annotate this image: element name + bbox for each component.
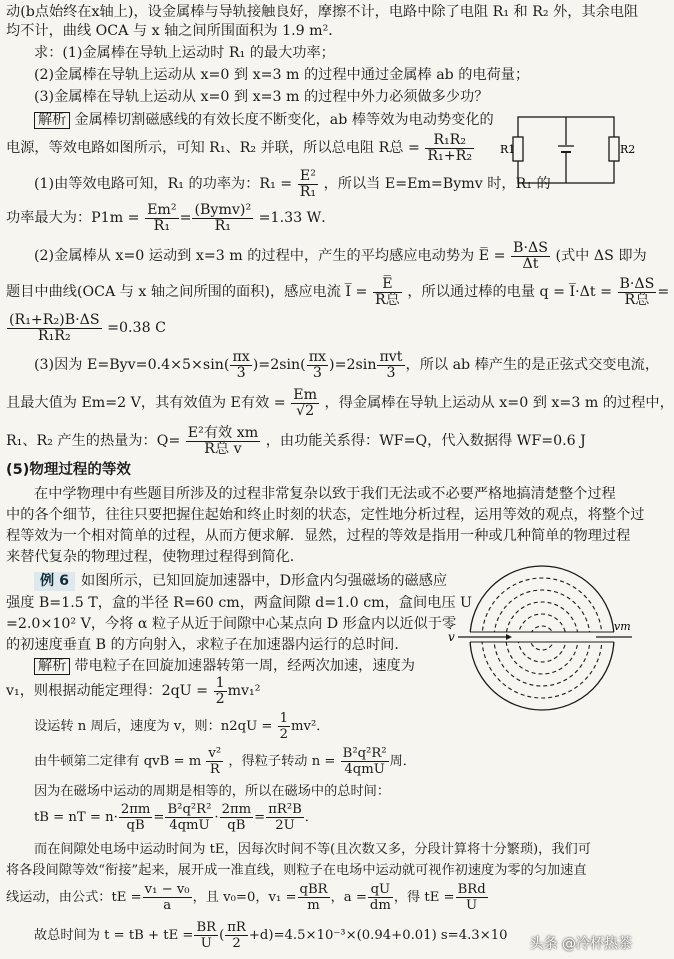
fraction — [165, 802, 213, 833]
cyclotron-diagram — [446, 566, 636, 716]
fraction — [145, 203, 179, 234]
text-seg: mv₁² — [227, 683, 261, 699]
analysis-text: 金属棒切割磁感线的有效长度不断变化，ab 棒等效为电动势变化的 — [74, 112, 494, 128]
numerator: πR — [227, 920, 246, 935]
numerator: 2πm — [221, 802, 252, 817]
denominator: 2 — [279, 727, 289, 742]
numerator: B²q²R² — [342, 746, 387, 761]
numerator: (R₁+R₂)B·ΔS — [9, 311, 100, 328]
numerator: πR²B — [268, 802, 302, 817]
numerator: Em² — [147, 201, 177, 218]
fraction — [225, 920, 248, 951]
numerator: Em — [293, 386, 318, 403]
fraction — [206, 746, 223, 777]
r2-label: R2 — [620, 143, 636, 156]
fraction — [194, 920, 218, 951]
text-seg: ，a = — [330, 890, 367, 905]
fraction — [511, 241, 550, 272]
denominator: U — [466, 898, 478, 913]
question-1: 求：(1)金属棒在导轨上运动时 R₁ 的最大功率； — [34, 45, 335, 61]
numerator: B²q²R² — [167, 802, 212, 817]
paragraph-line: 程等效为一个相对简单的过程，从而方便求解．显然，过程的等效是指用一种或几种简单的物理过程 — [6, 528, 631, 544]
watermark: 头条 @冷杯热茶 — [529, 936, 632, 952]
text-seg: =0.38 C — [107, 320, 166, 336]
section-heading: (5)物理过程的等效 — [6, 462, 131, 478]
analysis-intro — [34, 111, 494, 130]
text-seg: ，且 v₀=0，v₁ = — [192, 890, 297, 905]
text-seg: (1)由等效电路可知，R₁ 的功率为：R₁ = — [34, 176, 293, 192]
text-line — [34, 238, 647, 274]
text-seg: ( — [219, 928, 225, 943]
text-seg: 故总时间为 t = tB + tE = — [34, 928, 194, 943]
text-seg: R₁、R₂ 产生的热量为：Q= — [6, 433, 181, 449]
text-seg: 周． — [389, 754, 416, 769]
text-seg: 由牛顿第二定律有 qvB = m — [34, 754, 202, 769]
fraction — [220, 802, 254, 833]
text-seg: (式中 ΔS 即为 — [555, 248, 647, 264]
paragraph-line: 在中学物理中有些题目所涉及的过程非常复杂以致于我们无法或不必要严格地搞清楚整个过程 — [34, 486, 616, 502]
numerator: πx — [232, 348, 250, 365]
denominator: R总 v — [204, 440, 242, 457]
text-seg: tB = nT = n· — [34, 810, 118, 825]
denominator: R₁ — [299, 183, 317, 200]
fraction — [214, 676, 227, 707]
text-seg: 带电粒子在回旋加速器转第一周，经两次加速，速度为 — [74, 658, 415, 674]
denominator: 4qmU — [344, 762, 385, 777]
numerator: BRd — [457, 882, 486, 897]
text-seg: ，由功能关系得：WF=Q，代入数据得 WF=0.6 J — [265, 433, 586, 449]
text-seg: 且最大值为 Em=2 V，其有效值为 E有效 = — [6, 395, 286, 411]
numerator: πvt — [379, 348, 403, 365]
denominator: 4qmU — [169, 818, 210, 833]
denominator: R₁ — [153, 217, 171, 234]
question-3: (3)金属棒在导轨上运动从 x=0 到 x=3 m 的过程中外力必须做多少功？ — [34, 89, 489, 105]
denominator: R — [209, 762, 220, 777]
fraction — [230, 350, 251, 381]
fraction — [618, 277, 657, 308]
fraction — [298, 169, 318, 200]
text-seg: 线运动，由公式：tE = — [6, 890, 142, 905]
text-line — [34, 347, 660, 383]
numerator: (Bymv)² — [194, 201, 252, 218]
denominator: 2 — [215, 690, 225, 707]
text-line — [34, 745, 662, 779]
example-line: 的初速度垂直 B 的方向射入，求粒子在加速器内运行的总时间． — [6, 637, 409, 653]
analysis-tag: 解析 — [34, 112, 70, 129]
numerator: 2πm — [120, 802, 151, 817]
fraction — [425, 133, 474, 164]
fraction — [7, 313, 102, 344]
numerator: E² — [298, 169, 318, 185]
numerator: qBR — [299, 882, 328, 897]
denominator: 3 — [386, 364, 396, 381]
denominator: R总 — [374, 291, 400, 308]
text-seg: 题目中曲线(OCA 与 x 轴之间所围的面积)，感应电流 I̅ = — [6, 284, 368, 300]
resistor-r2 — [609, 137, 619, 161]
example-line: 强度 B=1.5 T，盒的半径 R=60 cm，两盒间隙 d=1.0 cm，盒间电压 U — [6, 595, 473, 611]
numerator: R₁R₂ — [425, 133, 474, 149]
v-label: v — [448, 630, 455, 644]
denominator: 2 — [232, 936, 241, 951]
denominator: R₁R₂ — [37, 327, 71, 344]
text-seg: (2)金属棒从 x=0 运动到 x=3 m 的过程中，产生的平均感应电动势为 E̅ = — [34, 248, 506, 264]
text-line: 因为在磁场中运动的周期是相等的，所以在磁场中的总时间： — [34, 784, 391, 799]
text-seg: )=2sin( — [252, 357, 306, 373]
numerator: 1 — [279, 711, 289, 726]
text-line — [6, 673, 444, 709]
text-seg: 电源，等效电路如图所示，可知 R₁、R₂ 并联，所以总电阻 R总 = — [6, 140, 420, 156]
fraction — [143, 882, 192, 913]
denominator: Δt — [522, 255, 539, 272]
text-seg: ，所以 ab 棒产生的是正弦式交变电流， — [405, 357, 660, 373]
numerator: v² — [208, 746, 222, 761]
numerator: qU — [368, 882, 393, 898]
paragraph-line: 中的各个细节，往往只要把握住起始和终止时刻的状态，定性地分析过程，运用等效的观点，将整个过 — [6, 507, 645, 523]
fraction — [119, 802, 153, 833]
text-line: 功率最大为：P1m = $\frac{\text{Em²}}{\text{R₁}}$ = $\frac{\text{(Bymv)²}}{\text{R₁}}$ =1.33 W． — [6, 201, 336, 234]
fraction — [298, 882, 330, 913]
text-seg: ，所以通过棒的电量 q = I̅·Δt = — [407, 284, 612, 300]
example-line: =2.0×10² V，今将 α 粒子从近于间隙中心某点向 D 形盒内以近似于零 — [6, 616, 457, 632]
text-seg: mv²． — [291, 719, 330, 734]
fraction — [291, 388, 319, 419]
text-line — [6, 130, 486, 166]
text-line — [6, 310, 634, 346]
fraction — [192, 203, 253, 234]
numerator: B·ΔS — [513, 239, 548, 256]
denominator: qB — [227, 818, 246, 833]
example-line — [34, 572, 448, 591]
vm-label: vm — [614, 620, 631, 633]
text-seg: ，得 tE = — [393, 890, 455, 905]
text-seg: (3)因为 E=Byv=0.4×5×sin( — [34, 357, 230, 373]
numerator: E̅ — [373, 277, 402, 293]
fraction — [278, 711, 290, 742]
denominator: dm — [369, 898, 391, 913]
denominator: R₁+R₂ — [427, 147, 473, 164]
denominator: qB — [126, 818, 145, 833]
text-seg: 功率最大为：P1m = — [6, 210, 140, 226]
fraction — [186, 426, 260, 457]
denominator: m — [307, 898, 320, 913]
fraction — [456, 882, 488, 913]
denominator: R₁ — [214, 217, 231, 234]
text-seg: 如图所示，已知回旋加速器中，D形盒内匀强磁场的磁感应 — [81, 573, 448, 589]
text-line — [6, 423, 634, 459]
fraction — [266, 802, 304, 833]
text-line — [6, 880, 634, 916]
numerator: 1 — [215, 674, 225, 691]
text-line — [34, 710, 662, 744]
text-seg: ，得金属棒在导轨上运动从 x=0 到 x=3 m 的过程中， — [324, 395, 674, 411]
question-2: (2)金属棒在导轨上运动从 x=0 到 x=3 m 的过程中通过金属棒 ab 的电荷量； — [34, 67, 530, 83]
numerator: B·ΔS — [619, 275, 655, 292]
numerator: πx — [308, 348, 327, 365]
text-seg: 设运转 n 周后，速度为 v，则：n2qU = — [34, 719, 273, 734]
denominator: 2U — [275, 818, 295, 833]
text-line — [6, 384, 674, 422]
denominator: R总 — [624, 291, 650, 308]
text-seg: ，所以当 E=Em=Bymv 时，R₁ 的 — [323, 176, 551, 192]
numerator: BR — [196, 920, 217, 935]
analysis-tag: 解析 — [34, 658, 70, 675]
r1-label: R1 — [500, 143, 516, 156]
text-seg: )=2sin — [329, 357, 377, 373]
denominator: 3 — [312, 364, 322, 381]
text-line: tB = nT = n· $\frac{2\pi m}{qB}$ = $\frac{\text{B²q²R²}}{\text{4qmU}}$ · $\frac{2\pi m}{qB}$ = $\frac{\text{πR²B}}{2U}$ ． — [34, 802, 318, 833]
fraction — [373, 277, 402, 308]
text-seg: +d)=4.5×10⁻³×(0.94+0.01) s=4.3×10 — [248, 928, 508, 943]
fraction — [368, 882, 393, 913]
text-line: 将各段间隙等效“衔接”起来，展开成一准直线，则粒子在电场中运动就可视作初速度为零的匀加速直 — [6, 863, 587, 878]
paragraph-line: 来替代复杂的物理过程，使物理过程得到简化． — [6, 549, 304, 565]
text-line: 均不计，曲线 OCA 与 x 轴之间所围面积为 1.9 m²． — [6, 23, 343, 39]
denominator: a — [163, 898, 172, 913]
denominator: 3 — [236, 364, 246, 381]
fraction — [341, 746, 389, 777]
text-seg: v₁，则根据动能定理得：2qU = — [6, 683, 209, 699]
denominator: U — [200, 936, 212, 951]
text-seg: =1.33 W． — [258, 210, 336, 226]
text-line: 题目中曲线(OCA 与 x 轴之间所围的面积)，感应电流 I̅ = $\frac{E̅}{\text{R总}}$ ，所以通过棒的电量 q = I̅·Δt = $\frac{B\cdot\Delta S}{\text{R总}}$ = — [6, 275, 670, 308]
text-line — [34, 166, 551, 202]
denominator: √2 — [296, 402, 315, 419]
numerator: E²有效 xm — [187, 424, 259, 441]
fraction — [307, 350, 328, 381]
example-tag: 例 6 — [34, 572, 75, 591]
numerator: v₁ − v₀ — [144, 882, 190, 897]
text-seg: ，得粒子转动 n = — [228, 754, 336, 769]
text-line: 而在间隙处电场中运动时间为 tE，因每次时间不等(且次数又多，分段计算将十分繁琐)，我们可 — [34, 842, 591, 857]
fraction — [377, 350, 404, 381]
text-line: 动(b点始终在x轴上)，设金属棒与导轨接触良好，摩擦不计，电路中除了电阻 R₁ 和 R₂ 外，其余电阻 — [6, 4, 639, 20]
